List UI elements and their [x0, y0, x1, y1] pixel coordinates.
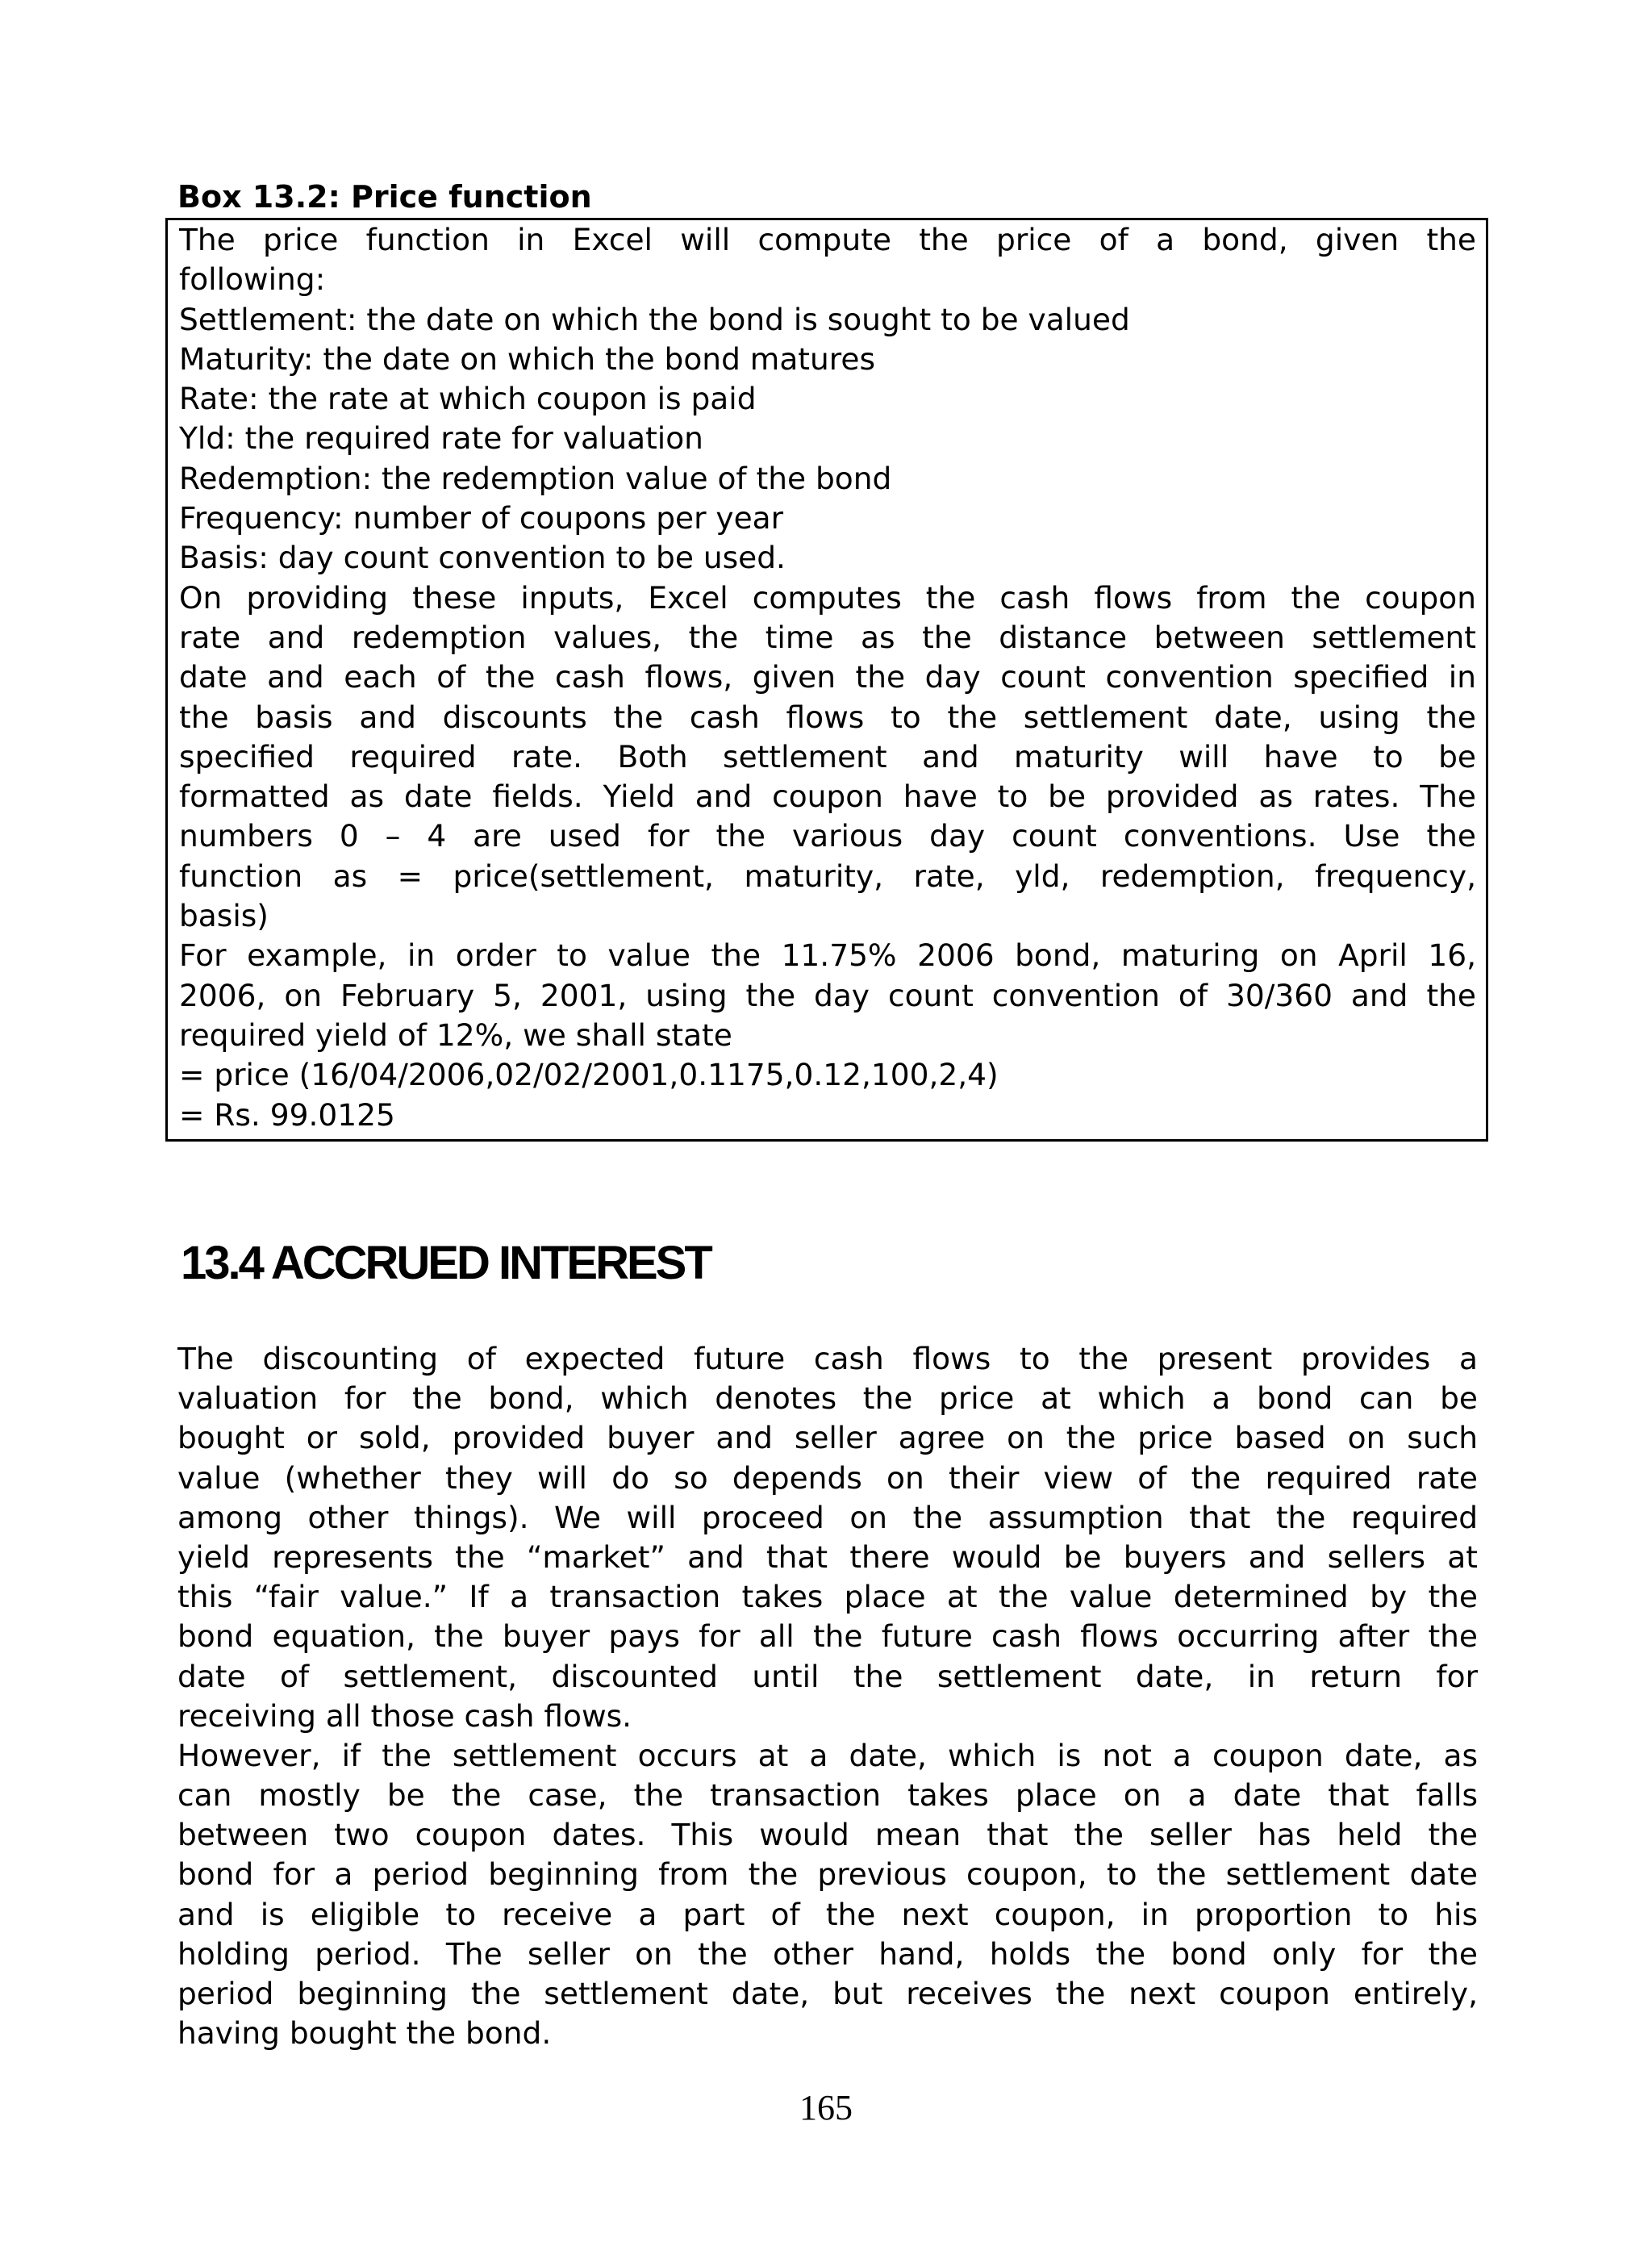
- box-line: required yield of 12%, we shall state: [179, 1017, 732, 1053]
- price-function-box: [165, 218, 1488, 1142]
- body-line: yield represents the “market” and that there would be buyers and sellers at: [177, 1539, 1478, 1575]
- body-line: The discounting of expected future cash flows to the present provides a: [177, 1341, 1478, 1376]
- body-line: between two coupon dates. This would mean that the seller has held the: [177, 1817, 1478, 1853]
- body-line: However, if the settlement occurs at a date, which is not a coupon date, as: [177, 1737, 1478, 1773]
- body-line: date of settlement, discounted until the settlement date, in return for: [177, 1658, 1478, 1694]
- box-line: On providing these inputs, Excel computes the cash flows from the coupon: [179, 579, 1476, 616]
- body-line: bond for a period beginning from the previous coupon, to the settlement date: [177, 1856, 1478, 1893]
- box-line: 2006, on February 5, 2001, using the day count convention of 30/360 and the: [179, 977, 1476, 1013]
- body-line: can mostly be the case, the transaction takes place on a date that falls: [177, 1777, 1478, 1814]
- box-line: Basis: day count convention to be used.: [179, 540, 786, 576]
- box-line: following:: [179, 261, 326, 298]
- box-line: rate and redemption values, the time as the distance between settlement: [179, 619, 1476, 655]
- body-line: valuation for the bond, which denotes the price at which a bond can be: [177, 1380, 1478, 1417]
- box-line: Yld: the required rate for valuation: [179, 420, 703, 457]
- body-line: holding period. The seller on the other hand, holds the bond only for the: [177, 1935, 1478, 1972]
- box-line: function as = price(settlement, maturity, rate, yld, redemption, frequency,: [179, 858, 1476, 894]
- box-line: Settlement: the date on which the bond is sought to be valued: [179, 301, 1130, 337]
- box-line: = price (16/04/2006,02/02/2001,0.1175,0.12,100,2,4): [179, 1057, 999, 1093]
- section-body: [177, 1339, 1478, 2053]
- box-line: specified required rate. Both settlement and maturity will have to be: [179, 738, 1476, 774]
- page-number: 165: [799, 2088, 853, 2127]
- box-line: = Rs. 99.0125: [179, 1096, 395, 1133]
- body-line: bought or sold, provided buyer and seller agree on the price based on such: [177, 1420, 1478, 1456]
- box-line: formatted as date fields. Yield and coupon have to be provided as rates. The: [179, 779, 1476, 815]
- body-line: value (whether they will do so depends on their view of the required rate: [177, 1459, 1478, 1496]
- body-line: and is eligible to receive a part of the next coupon, in proportion to his: [177, 1896, 1478, 1932]
- body-line: bond equation, the buyer pays for all the future cash flows occurring after the: [177, 1618, 1478, 1655]
- box-line: Rate: the rate at which coupon is paid: [179, 381, 757, 417]
- body-line: this “fair value.” If a transaction takes place at the value determined by the: [177, 1579, 1478, 1615]
- box-line: The price function in Excel will compute the price of a bond, given the: [179, 222, 1476, 257]
- box-line: For example, in order to value the 11.75% 2006 bond, maturing on April 16,: [179, 937, 1476, 974]
- box-line: Frequency: number of coupons per year: [179, 500, 784, 536]
- box-line: numbers 0 – 4 are used for the various day count conventions. Use the: [179, 818, 1476, 854]
- box-line: Redemption: the redemption value of the bond: [179, 460, 892, 496]
- body-line: receiving all those cash flows.: [177, 1697, 632, 1734]
- body-line: having bought the bond.: [177, 2015, 552, 2052]
- body-line: among other things). We will proceed on the assumption that the required: [177, 1499, 1478, 1535]
- box-line: basis): [179, 898, 269, 934]
- box-title: Box 13.2: Price function: [177, 179, 592, 215]
- box-line: Maturity: the date on which the bond matures: [179, 340, 875, 377]
- body-line: period beginning the settlement date, but receives the next coupon entirely,: [177, 1976, 1478, 2011]
- box-line: the basis and discounts the cash flows to the settlement date, using the: [179, 699, 1476, 735]
- section-heading: 13.4 ACCRUED INTEREST: [181, 1237, 711, 1289]
- box-line: date and each of the cash flows, given the day count convention specified in: [179, 659, 1476, 695]
